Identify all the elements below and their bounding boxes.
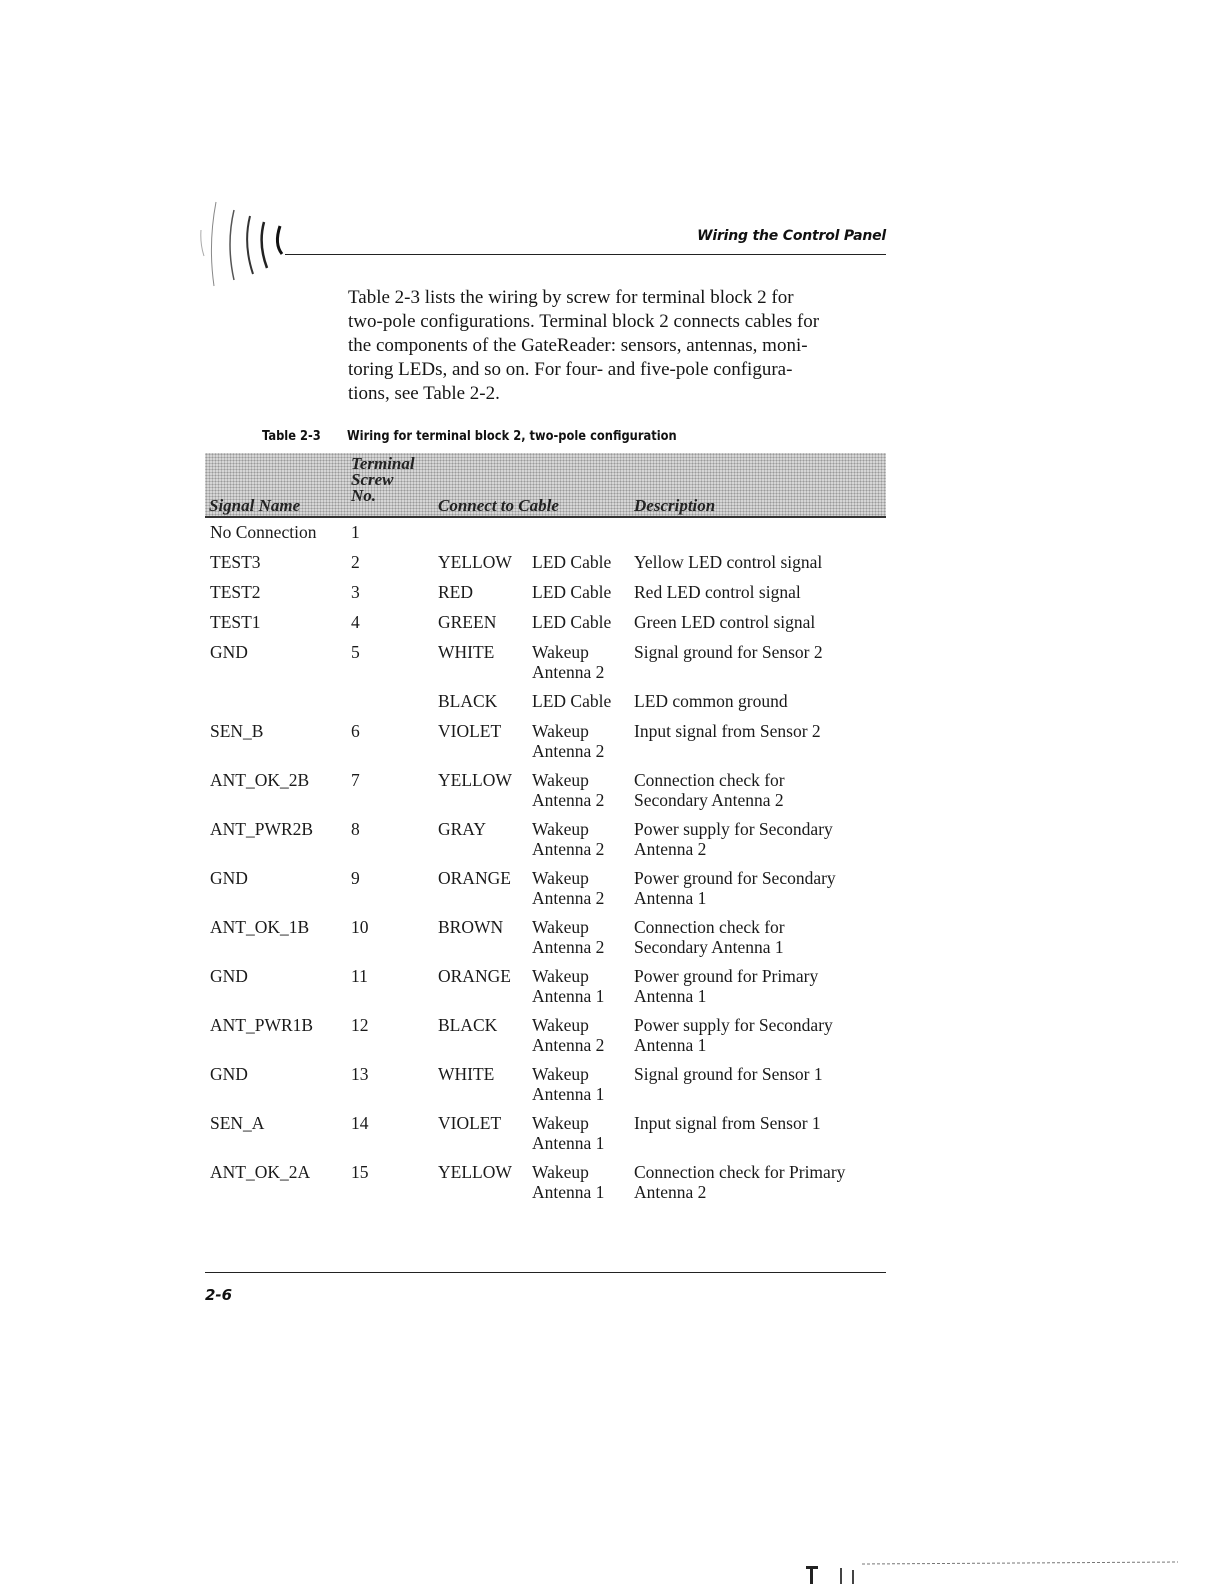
- description-cell-line: Antenna 2: [634, 839, 707, 859]
- signal-name-cell: TEST1: [210, 612, 261, 632]
- cable-cell: [532, 691, 611, 711]
- cable-cell: [532, 917, 604, 957]
- intro-line: the components of the GateReader: sensors, antennas, moni-: [348, 335, 808, 356]
- header-connect-to-cable: Connect to Cable: [438, 496, 559, 515]
- signal-name-cell: GND: [210, 1064, 248, 1084]
- header-description: Description: [634, 496, 716, 515]
- screw-number-cell: 12: [351, 1015, 369, 1035]
- header-terminal-line: No.: [351, 486, 377, 505]
- description-cell-line: Antenna 1: [634, 986, 707, 1006]
- cable-cell-line: Wakeup: [532, 819, 589, 839]
- wire-color-cell: BLACK: [438, 1015, 498, 1035]
- screw-number-cell: 14: [351, 1113, 369, 1133]
- screw-number-cell: 9: [351, 868, 360, 888]
- signal-name-cell: SEN_B: [210, 721, 264, 741]
- cable-cell: [532, 966, 604, 1006]
- description-cell: [634, 1113, 821, 1133]
- description-cell-line: Power ground for Secondary: [634, 868, 836, 888]
- cable-cell-line: Wakeup: [532, 1015, 589, 1035]
- description-cell: [634, 1162, 845, 1202]
- cable-cell-line: Wakeup: [532, 966, 589, 986]
- header-rule: [285, 254, 886, 255]
- cable-cell-line: Wakeup: [532, 770, 589, 790]
- screw-number-cell: 8: [351, 819, 360, 839]
- screw-number-cell: 15: [351, 1162, 369, 1182]
- signal-name-cell: GND: [210, 642, 248, 662]
- cable-cell: [532, 582, 611, 602]
- cable-cell: [532, 642, 604, 682]
- wire-color-cell: YELLOW: [438, 1162, 512, 1182]
- signal-name-cell: GND: [210, 868, 248, 888]
- cable-cell-line: Antenna 2: [532, 741, 605, 761]
- description-cell: [634, 1064, 823, 1084]
- cable-cell-line: Wakeup: [532, 642, 589, 662]
- description-cell-line: Input signal from Sensor 1: [634, 1113, 821, 1133]
- signal-name-cell: TEST2: [210, 582, 261, 602]
- description-cell-line: Input signal from Sensor 2: [634, 721, 821, 741]
- arc-logo-icon: [200, 196, 300, 292]
- description-cell: [634, 819, 833, 859]
- intro-line: Table 2-3 lists the wiring by screw for terminal block 2 for: [348, 287, 794, 308]
- description-cell-line: Signal ground for Sensor 1: [634, 1064, 823, 1084]
- cable-cell-line: Antenna 2: [532, 790, 605, 810]
- wire-color-cell: WHITE: [438, 1064, 495, 1084]
- wire-color-cell: GRAY: [438, 819, 486, 839]
- cable-cell-line: Antenna 1: [532, 986, 605, 1006]
- wire-color-cell: WHITE: [438, 642, 495, 662]
- description-cell-line: Signal ground for Sensor 2: [634, 642, 823, 662]
- intro-paragraph: [348, 286, 888, 406]
- signal-name-cell: ANT_OK_2A: [210, 1162, 311, 1182]
- intro-line: toring LEDs, and so on. For four- and five-pole configura-: [348, 359, 793, 380]
- description-cell-line: Power ground for Primary: [634, 966, 819, 986]
- wire-color-cell: YELLOW: [438, 552, 512, 572]
- screw-number-cell: 11: [351, 966, 368, 986]
- cable-cell: [532, 1064, 604, 1104]
- table-header: [205, 453, 886, 518]
- description-cell-line: Antenna 1: [634, 888, 707, 908]
- description-cell-line: Secondary Antenna 2: [634, 790, 784, 810]
- screw-number-cell: 10: [351, 917, 369, 937]
- description-cell-line: Yellow LED control signal: [634, 552, 823, 572]
- description-cell-line: Connection check for: [634, 917, 785, 937]
- cable-cell-line: Wakeup: [532, 1113, 589, 1133]
- cable-cell-line: Wakeup: [532, 1162, 589, 1182]
- page-number: 2-6: [205, 1286, 233, 1304]
- header-signal-name: Signal Name: [209, 496, 301, 515]
- footer-rule: [205, 1272, 886, 1273]
- description-cell-line: Secondary Antenna 1: [634, 937, 784, 957]
- intro-line: tions, see Table 2-2.: [348, 383, 500, 404]
- description-cell: [634, 917, 785, 957]
- cable-cell-line: LED Cable: [532, 552, 612, 572]
- cable-cell-line: Wakeup: [532, 868, 589, 888]
- cable-cell-line: Antenna 2: [532, 839, 605, 859]
- description-cell: [634, 642, 823, 662]
- wire-color-cell: VIOLET: [438, 721, 502, 741]
- cable-cell-line: Antenna 2: [532, 1035, 605, 1055]
- scan-artifact-marks: [800, 1544, 1180, 1584]
- screw-number-cell: 4: [351, 612, 360, 632]
- cable-cell-line: Wakeup: [532, 917, 589, 937]
- wire-color-cell: ORANGE: [438, 868, 511, 888]
- screw-number-cell: 13: [351, 1064, 369, 1084]
- wire-color-cell: YELLOW: [438, 770, 512, 790]
- cable-cell-line: Wakeup: [532, 721, 589, 741]
- cable-cell: [532, 552, 611, 572]
- description-cell: [634, 612, 815, 632]
- cable-cell-line: Antenna 2: [532, 662, 605, 682]
- description-cell-line: Antenna 2: [634, 1182, 707, 1202]
- header-terminal-line: Terminal: [351, 454, 415, 473]
- cable-cell: [532, 819, 604, 859]
- signal-name-cell: GND: [210, 966, 248, 986]
- description-cell: [634, 770, 785, 810]
- cable-cell-line: LED Cable: [532, 612, 612, 632]
- description-cell: [634, 1015, 833, 1055]
- cable-cell-line: Antenna 1: [532, 1084, 605, 1104]
- screw-number-cell: 7: [351, 770, 360, 790]
- table-caption-number: Table 2-3: [262, 428, 321, 444]
- signal-name-cell: No Connection: [210, 522, 317, 542]
- description-cell: [634, 721, 821, 741]
- signal-name-cell: ANT_PWR1B: [210, 1015, 314, 1035]
- description-cell: [634, 582, 801, 602]
- table-caption-title: Wiring for terminal block 2, two-pole configuration: [347, 428, 677, 444]
- cable-cell: [532, 770, 604, 810]
- signal-name-cell: ANT_OK_1B: [210, 917, 310, 937]
- description-cell: [634, 868, 836, 908]
- cable-cell-line: Wakeup: [532, 1064, 589, 1084]
- screw-number-cell: 5: [351, 642, 360, 662]
- wire-color-cell: BLACK: [438, 691, 498, 711]
- running-header-title: Wiring the Control Panel: [697, 228, 886, 244]
- signal-name-cell: SEN_A: [210, 1113, 265, 1133]
- intro-line: two-pole configurations. Terminal block 2 connects cables for: [348, 311, 820, 332]
- screw-number-cell: 2: [351, 552, 360, 572]
- cable-cell-line: Antenna 2: [532, 888, 605, 908]
- wire-color-cell: RED: [438, 582, 473, 602]
- wire-color-cell: GREEN: [438, 612, 497, 632]
- description-cell-line: Green LED control signal: [634, 612, 816, 632]
- cable-cell: [532, 1015, 604, 1055]
- signal-name-cell: TEST3: [210, 552, 261, 572]
- wire-color-cell: BROWN: [438, 917, 504, 937]
- signal-name-cell: ANT_PWR2B: [210, 819, 314, 839]
- screw-number-cell: 6: [351, 721, 360, 741]
- cable-cell: [532, 612, 611, 632]
- header-terminal-line: Screw: [351, 470, 394, 489]
- description-cell-line: Antenna 1: [634, 1035, 707, 1055]
- cable-cell: [532, 1162, 604, 1202]
- description-cell: [634, 966, 818, 1006]
- cable-cell: [532, 1113, 604, 1153]
- cable-cell-line: LED Cable: [532, 582, 612, 602]
- cable-cell-line: Antenna 1: [532, 1133, 605, 1153]
- cable-cell-line: LED Cable: [532, 691, 612, 711]
- description-cell-line: Power supply for Secondary: [634, 1015, 833, 1035]
- description-cell-line: Connection check for: [634, 770, 785, 790]
- description-cell-line: Connection check for Primary: [634, 1162, 846, 1182]
- screw-number-cell: 1: [351, 522, 360, 542]
- wire-color-cell: ORANGE: [438, 966, 511, 986]
- signal-name-cell: ANT_OK_2B: [210, 770, 310, 790]
- cable-cell: [532, 868, 604, 908]
- description-cell-line: Power supply for Secondary: [634, 819, 833, 839]
- header-terminal: [351, 456, 415, 504]
- description-cell: [634, 552, 822, 572]
- cable-cell-line: Antenna 2: [532, 937, 605, 957]
- description-cell: [634, 691, 788, 711]
- description-cell-line: Red LED control signal: [634, 582, 801, 602]
- screw-number-cell: 3: [351, 582, 360, 602]
- table-caption: [262, 428, 677, 444]
- cable-cell: [532, 721, 604, 761]
- description-cell-line: LED common ground: [634, 691, 788, 711]
- wire-color-cell: VIOLET: [438, 1113, 502, 1133]
- cable-cell-line: Antenna 1: [532, 1182, 605, 1202]
